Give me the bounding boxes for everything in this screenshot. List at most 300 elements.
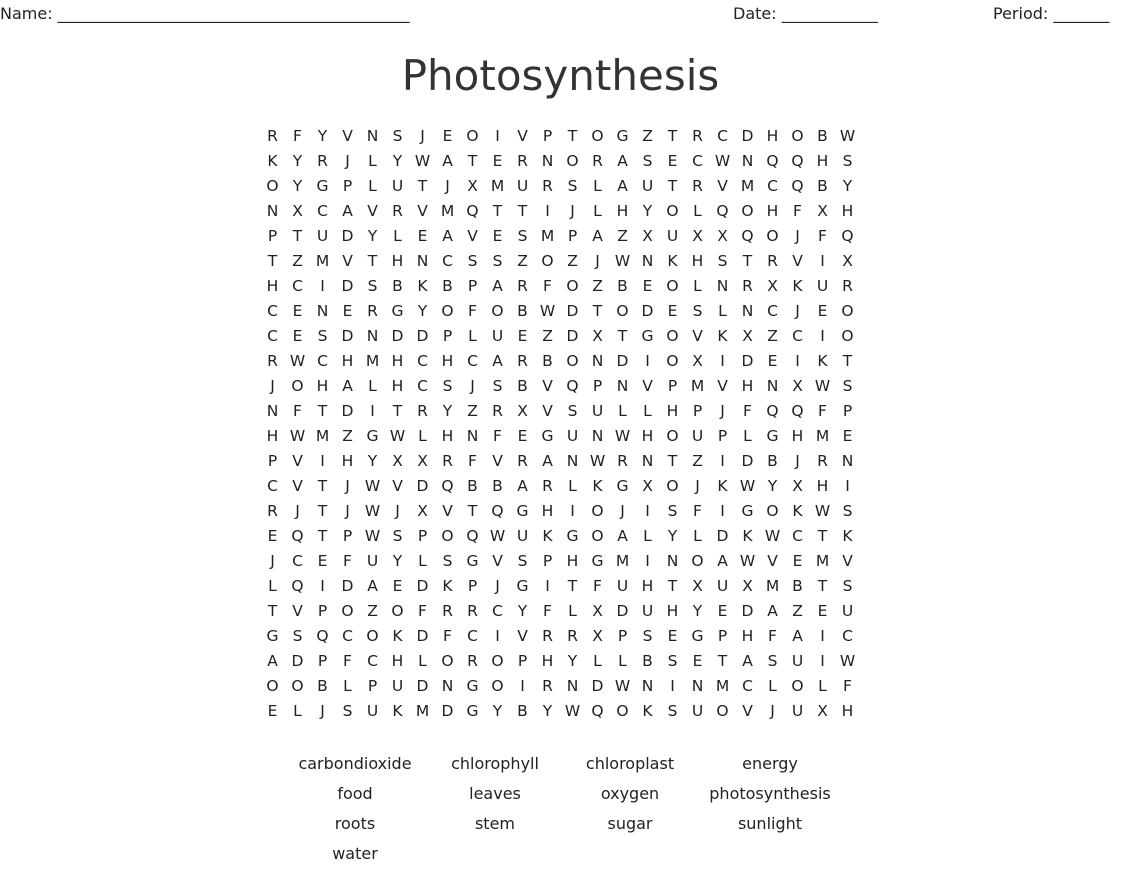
grid-letter: I: [320, 577, 325, 595]
grid-letter: V: [517, 127, 528, 145]
grid-letter: Q: [766, 152, 779, 170]
grid-letter: S: [667, 652, 678, 670]
word-list-item: stem: [474, 814, 516, 833]
grid-letter: X: [792, 477, 803, 495]
grid-letter: E: [517, 427, 528, 445]
grid-letter: D: [341, 577, 354, 595]
grid-letter: Q: [791, 177, 804, 195]
grid-letter: X: [742, 327, 753, 345]
grid-letter: X: [592, 627, 603, 645]
grid-letter: D: [741, 452, 754, 470]
grid-letter: W: [364, 527, 381, 545]
grid-letter: W: [389, 427, 406, 445]
grid-letter: H: [741, 377, 754, 395]
grid-letter: X: [767, 277, 778, 295]
grid-letter: Y: [292, 177, 303, 195]
grid-letter: J: [470, 377, 475, 395]
grid-letter: B: [517, 377, 528, 395]
grid-letter: V: [442, 502, 453, 520]
grid-letter: W: [814, 502, 831, 520]
grid-letter: R: [467, 602, 478, 620]
grid-letter: M: [540, 227, 555, 245]
grid-letter: B: [442, 277, 453, 295]
grid-letter: C: [367, 652, 378, 670]
grid-letter: M: [440, 202, 455, 220]
grid-letter: J: [495, 577, 500, 595]
grid-letter: N: [666, 552, 679, 570]
grid-letter: J: [695, 477, 700, 495]
grid-letter: B: [817, 127, 828, 145]
grid-letter: X: [517, 402, 528, 420]
grid-letter: R: [617, 452, 628, 470]
grid-letter: G: [266, 627, 279, 645]
grid-letter: L: [393, 227, 402, 245]
grid-letter: N: [641, 677, 654, 695]
grid-letter: J: [795, 227, 800, 245]
grid-letter: N: [641, 452, 654, 470]
grid-letter: C: [467, 627, 478, 645]
grid-letter: U: [691, 702, 704, 720]
grid-letter: Y: [492, 702, 503, 720]
grid-row: [260, 299, 860, 324]
grid-letter: J: [345, 502, 350, 520]
grid-letter: J: [595, 252, 600, 270]
grid-letter: I: [720, 352, 725, 370]
grid-letter: I: [845, 477, 850, 495]
grid-letter: W: [764, 527, 781, 545]
word-list-item: sugar: [607, 814, 653, 833]
grid-letter: K: [642, 702, 653, 720]
grid-letter: S: [342, 702, 353, 720]
grid-letter: W: [814, 377, 831, 395]
grid-letter: F: [468, 302, 477, 320]
grid-letter: H: [441, 427, 454, 445]
grid-letter: S: [367, 277, 378, 295]
grid-letter: T: [567, 577, 578, 595]
grid-letter: J: [720, 402, 725, 420]
grid-letter: D: [291, 652, 304, 670]
grid-letter: D: [416, 677, 429, 695]
grid-letter: C: [317, 202, 328, 220]
grid-letter: Y: [567, 652, 578, 670]
grid-letter: S: [692, 302, 703, 320]
grid-letter: N: [366, 327, 379, 345]
grid-letter: C: [267, 302, 278, 320]
grid-letter: H: [566, 552, 579, 570]
grid-letter: K: [592, 477, 603, 495]
grid-letter: O: [591, 502, 604, 520]
grid-letter: T: [667, 577, 678, 595]
grid-letter: D: [566, 302, 579, 320]
grid-letter: V: [342, 127, 353, 145]
grid-letter: T: [667, 127, 678, 145]
grid-letter: V: [517, 627, 528, 645]
grid-letter: F: [543, 277, 552, 295]
grid-letter: A: [617, 527, 628, 545]
grid-letter: D: [741, 352, 754, 370]
grid-letter: S: [767, 652, 778, 670]
grid-letter: O: [666, 352, 679, 370]
word-list-item: water: [332, 844, 378, 863]
grid-letter: F: [493, 427, 502, 445]
grid-letter: X: [642, 227, 653, 245]
grid-row: [260, 549, 860, 574]
grid-letter: L: [593, 652, 602, 670]
grid-letter: I: [645, 552, 650, 570]
grid-letter: N: [591, 427, 604, 445]
grid-letter: K: [267, 152, 278, 170]
grid-letter: O: [441, 527, 454, 545]
grid-letter: M: [615, 552, 630, 570]
grid-letter: L: [743, 427, 752, 445]
name-field[interactable]: Name: ____________________________________________: [0, 4, 410, 23]
grid-letter: H: [391, 652, 404, 670]
grid-letter: I: [520, 677, 525, 695]
grid-letter: Z: [542, 327, 553, 345]
grid-letter: V: [767, 552, 778, 570]
grid-letter: S: [842, 377, 853, 395]
grid-letter: F: [793, 202, 802, 220]
grid-letter: A: [742, 652, 753, 670]
grid-letter: O: [591, 527, 604, 545]
grid-letter: L: [768, 677, 777, 695]
grid-letter: Y: [367, 452, 378, 470]
grid-letter: C: [442, 252, 453, 270]
grid-letter: P: [317, 602, 328, 620]
grid-letter: F: [293, 127, 302, 145]
grid-letter: F: [743, 402, 752, 420]
grid-letter: H: [766, 202, 779, 220]
grid-row: [260, 599, 860, 624]
grid-letter: C: [267, 477, 278, 495]
grid-letter: B: [467, 477, 478, 495]
word-list-item: chlorophyll: [451, 754, 539, 773]
grid-letter: I: [545, 202, 550, 220]
grid-letter: H: [691, 252, 704, 270]
grid-letter: R: [417, 402, 428, 420]
grid-letter: T: [317, 402, 328, 420]
grid-letter: Y: [692, 602, 703, 620]
grid-letter: S: [667, 702, 678, 720]
grid-letter: O: [616, 702, 629, 720]
grid-letter: B: [817, 177, 828, 195]
grid-letter: J: [270, 552, 275, 570]
grid-letter: W: [839, 127, 856, 145]
grid-letter: T: [392, 402, 403, 420]
grid-letter: D: [416, 577, 429, 595]
grid-letter: W: [364, 477, 381, 495]
grid-letter: E: [492, 152, 503, 170]
grid-letter: X: [642, 477, 653, 495]
grid-letter: V: [717, 377, 728, 395]
grid-letter: F: [593, 577, 602, 595]
grid-letter: H: [266, 277, 279, 295]
grid-letter: Q: [716, 202, 729, 220]
grid-letter: N: [766, 377, 779, 395]
grid-letter: Q: [766, 402, 779, 420]
grid-letter: L: [343, 677, 352, 695]
word-list-item: photosynthesis: [709, 784, 831, 803]
grid-letter: Y: [842, 177, 853, 195]
grid-letter: L: [818, 677, 827, 695]
grid-letter: B: [492, 477, 503, 495]
grid-letter: H: [666, 602, 679, 620]
grid-letter: U: [841, 602, 854, 620]
grid-letter: N: [441, 677, 454, 695]
grid-letter: T: [417, 177, 428, 195]
grid-letter: P: [267, 227, 278, 245]
grid-letter: P: [267, 452, 278, 470]
grid-letter: J: [795, 302, 800, 320]
grid-letter: A: [517, 477, 528, 495]
grid-row: [260, 274, 860, 299]
grid-letter: U: [516, 177, 529, 195]
grid-letter: S: [492, 252, 503, 270]
grid-letter: O: [791, 677, 804, 695]
grid-letter: V: [692, 327, 703, 345]
grid-letter: R: [817, 452, 828, 470]
grid-letter: M: [415, 702, 430, 720]
grid-letter: R: [542, 177, 553, 195]
grid-letter: G: [466, 677, 479, 695]
grid-letter: O: [441, 302, 454, 320]
grid-letter: O: [541, 252, 554, 270]
grid-letter: U: [516, 527, 529, 545]
grid-letter: U: [616, 577, 629, 595]
grid-letter: T: [517, 202, 528, 220]
grid-letter: P: [717, 427, 728, 445]
grid-letter: G: [541, 427, 554, 445]
grid-letter: O: [666, 327, 679, 345]
grid-letter: F: [543, 602, 552, 620]
grid-letter: S: [442, 552, 453, 570]
grid-letter: T: [817, 577, 828, 595]
grid-letter: O: [441, 652, 454, 670]
grid-letter: L: [643, 527, 652, 545]
grid-letter: G: [366, 427, 379, 445]
grid-letter: D: [441, 702, 454, 720]
grid-letter: F: [343, 552, 352, 570]
grid-letter: R: [842, 277, 853, 295]
grid-letter: T: [467, 152, 478, 170]
grid-letter: D: [391, 327, 404, 345]
grid-row: [260, 574, 860, 599]
grid-letter: R: [442, 602, 453, 620]
grid-letter: N: [316, 302, 329, 320]
grid-letter: Z: [592, 277, 603, 295]
grid-letter: A: [342, 202, 353, 220]
word-list-item: oxygen: [600, 784, 660, 803]
grid-letter: P: [342, 177, 353, 195]
grid-letter: Z: [642, 127, 653, 145]
grid-letter: W: [714, 152, 731, 170]
grid-letter: Q: [566, 377, 579, 395]
grid-letter: C: [842, 627, 853, 645]
grid-letter: R: [267, 127, 278, 145]
grid-letter: H: [841, 202, 854, 220]
grid-letter: I: [795, 352, 800, 370]
grid-letter: T: [292, 227, 303, 245]
grid-letter: D: [591, 677, 604, 695]
grid-letter: K: [392, 627, 403, 645]
grid-letter: O: [591, 127, 604, 145]
grid-letter: V: [292, 602, 303, 620]
word-list-item: food: [337, 784, 373, 803]
period-field[interactable]: Period: _______: [993, 4, 1110, 23]
grid-letter: E: [267, 527, 278, 545]
grid-letter: J: [320, 702, 325, 720]
grid-letter: U: [591, 402, 604, 420]
grid-letter: M: [815, 552, 830, 570]
grid-letter: O: [291, 677, 304, 695]
grid-letter: U: [366, 702, 379, 720]
grid-letter: R: [517, 352, 528, 370]
grid-letter: J: [570, 202, 575, 220]
grid-letter: F: [443, 627, 452, 645]
grid-letter: R: [567, 627, 578, 645]
grid-letter: P: [567, 227, 578, 245]
word-list-item: leaves: [469, 784, 521, 803]
grid-letter: M: [765, 577, 780, 595]
grid-letter: S: [567, 177, 578, 195]
grid-letter: E: [342, 302, 353, 320]
grid-letter: U: [791, 652, 804, 670]
grid-letter: E: [667, 152, 678, 170]
grid-letter: M: [715, 677, 730, 695]
grid-letter: G: [466, 702, 479, 720]
grid-letter: O: [266, 677, 279, 695]
grid-letter: Q: [466, 527, 479, 545]
date-field[interactable]: Date: ____________: [733, 4, 878, 23]
grid-letter: Y: [392, 152, 403, 170]
grid-letter: N: [741, 152, 754, 170]
grid-letter: P: [617, 627, 628, 645]
grid-letter: V: [792, 252, 803, 270]
grid-letter: E: [717, 602, 728, 620]
grid-letter: C: [417, 352, 428, 370]
grid-letter: X: [817, 702, 828, 720]
grid-letter: E: [442, 127, 453, 145]
grid-letter: Z: [567, 252, 578, 270]
grid-letter: N: [266, 402, 279, 420]
grid-letter: O: [616, 302, 629, 320]
grid-letter: M: [365, 352, 380, 370]
grid-letter: C: [467, 352, 478, 370]
grid-letter: B: [392, 277, 403, 295]
grid-letter: X: [692, 227, 703, 245]
grid-letter: B: [517, 302, 528, 320]
grid-letter: L: [618, 652, 627, 670]
grid-letter: U: [366, 552, 379, 570]
grid-letter: C: [417, 377, 428, 395]
grid-letter: Q: [791, 152, 804, 170]
grid-letter: I: [495, 127, 500, 145]
grid-letter: Q: [291, 527, 304, 545]
grid-letter: R: [542, 477, 553, 495]
grid-letter: Z: [792, 602, 803, 620]
grid-letter: A: [442, 227, 453, 245]
grid-letter: T: [842, 352, 853, 370]
grid-letter: G: [316, 177, 329, 195]
grid-letter: O: [666, 277, 679, 295]
grid-letter: B: [542, 352, 553, 370]
grid-row: [260, 499, 860, 524]
grid-letter: I: [320, 277, 325, 295]
grid-letter: O: [716, 702, 729, 720]
grid-letter: W: [589, 452, 606, 470]
grid-letter: N: [691, 677, 704, 695]
grid-letter: N: [841, 452, 854, 470]
grid-letter: Q: [591, 702, 604, 720]
grid-letter: O: [766, 502, 779, 520]
grid-letter: W: [364, 502, 381, 520]
grid-letter: K: [442, 577, 453, 595]
grid-letter: C: [292, 552, 303, 570]
grid-letter: E: [792, 552, 803, 570]
grid-letter: G: [466, 552, 479, 570]
grid-row: [260, 649, 860, 674]
grid-letter: X: [592, 327, 603, 345]
grid-letter: A: [367, 577, 378, 595]
grid-letter: L: [593, 177, 602, 195]
grid-letter: E: [817, 602, 828, 620]
grid-letter: H: [316, 377, 329, 395]
grid-letter: I: [820, 627, 825, 645]
grid-letter: Q: [466, 202, 479, 220]
grid-letter: Z: [767, 327, 778, 345]
grid-letter: Y: [667, 527, 678, 545]
grid-letter: D: [341, 277, 354, 295]
grid-letter: V: [342, 252, 353, 270]
grid-letter: D: [416, 627, 429, 645]
grid-letter: L: [368, 177, 377, 195]
grid-letter: C: [717, 127, 728, 145]
grid-letter: X: [592, 602, 603, 620]
grid-letter: S: [667, 502, 678, 520]
grid-letter: T: [317, 527, 328, 545]
grid-letter: H: [816, 152, 829, 170]
grid-letter: A: [792, 627, 803, 645]
grid-letter: S: [317, 327, 328, 345]
grid-letter: J: [395, 502, 400, 520]
grid-letter: R: [442, 452, 453, 470]
grid-letter: L: [643, 402, 652, 420]
grid-letter: B: [517, 702, 528, 720]
grid-letter: H: [766, 127, 779, 145]
grid-letter: H: [641, 577, 654, 595]
grid-letter: M: [815, 427, 830, 445]
grid-letter: D: [416, 327, 429, 345]
grid-letter: V: [742, 702, 753, 720]
grid-letter: O: [841, 327, 854, 345]
grid-letter: X: [692, 577, 703, 595]
grid-letter: F: [343, 652, 352, 670]
grid-letter: E: [292, 302, 303, 320]
grid-letter: T: [267, 602, 278, 620]
grid-letter: F: [818, 402, 827, 420]
grid-letter: L: [418, 427, 427, 445]
grid-letter: Z: [617, 227, 628, 245]
grid-letter: C: [792, 327, 803, 345]
grid-letter: M: [690, 377, 705, 395]
grid-letter: L: [468, 327, 477, 345]
grid-letter: N: [416, 252, 429, 270]
grid-letter: R: [517, 452, 528, 470]
grid-row: [260, 349, 860, 374]
grid-letter: S: [517, 227, 528, 245]
grid-letter: P: [367, 677, 378, 695]
grid-letter: E: [417, 227, 428, 245]
